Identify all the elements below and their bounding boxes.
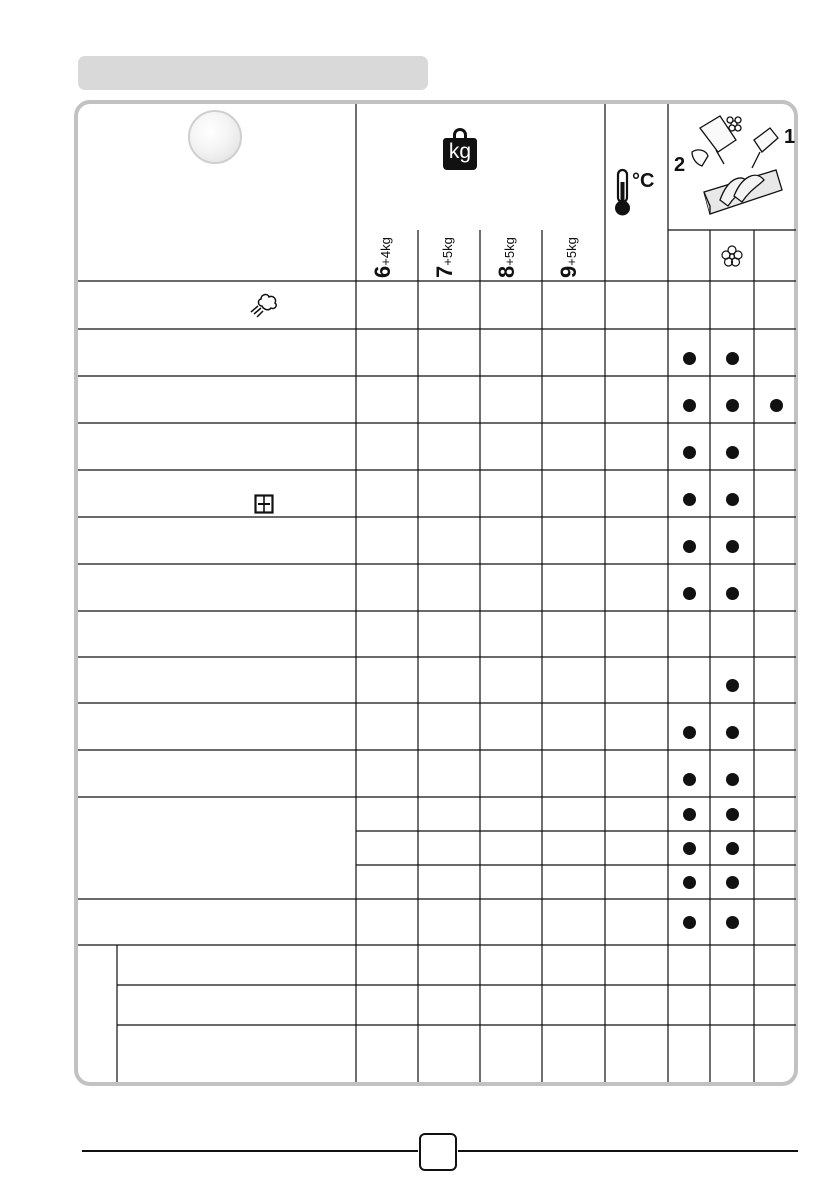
program-dial-icon xyxy=(188,110,242,164)
compartment-dot xyxy=(683,876,696,889)
compartment-dot xyxy=(726,493,739,506)
compartment-dot xyxy=(726,679,739,692)
detergent-drawer-icon xyxy=(672,108,796,226)
page-number-box xyxy=(419,1133,457,1171)
load-capacity-9: 9+5kg xyxy=(556,237,581,278)
compartment-dot xyxy=(683,808,696,821)
plus-box-icon xyxy=(254,494,274,514)
compartment-dot xyxy=(726,352,739,365)
compartment-dot xyxy=(726,540,739,553)
compartment-dot xyxy=(683,399,696,412)
compartment-dot xyxy=(726,399,739,412)
load-capacity-6: 6+4kg xyxy=(370,237,395,278)
compartment-dot xyxy=(726,916,739,929)
compartment-dot xyxy=(683,916,696,929)
compartment-dot xyxy=(683,352,696,365)
compartment-dot xyxy=(683,726,696,739)
temperature-label: °C xyxy=(632,170,655,192)
compartment-dot xyxy=(726,726,739,739)
compartment-dot xyxy=(683,493,696,506)
compartment-dot xyxy=(726,773,739,786)
compartment-dot xyxy=(683,773,696,786)
load-capacity-8: 8+5kg xyxy=(494,237,519,278)
load-capacity-7: 7+5kg xyxy=(432,237,457,278)
compartment-dot xyxy=(726,587,739,600)
steam-icon xyxy=(248,290,282,320)
compartment-dot xyxy=(683,446,696,459)
compartment-dot xyxy=(683,842,696,855)
footer-rule-right xyxy=(458,1150,798,1152)
compartment-dot xyxy=(726,446,739,459)
drawer-compartment-1-label: 1 xyxy=(784,126,796,148)
weight-kg-icon: kg xyxy=(443,128,477,170)
compartment-dot xyxy=(683,540,696,553)
compartment-dot xyxy=(726,842,739,855)
compartment-dot xyxy=(683,587,696,600)
flower-icon xyxy=(720,244,744,268)
footer-rule-left xyxy=(82,1150,418,1152)
compartment-dot xyxy=(726,808,739,821)
drawer-compartment-2-label: 2 xyxy=(674,154,686,176)
compartment-dot xyxy=(770,399,783,412)
compartment-dot xyxy=(726,876,739,889)
